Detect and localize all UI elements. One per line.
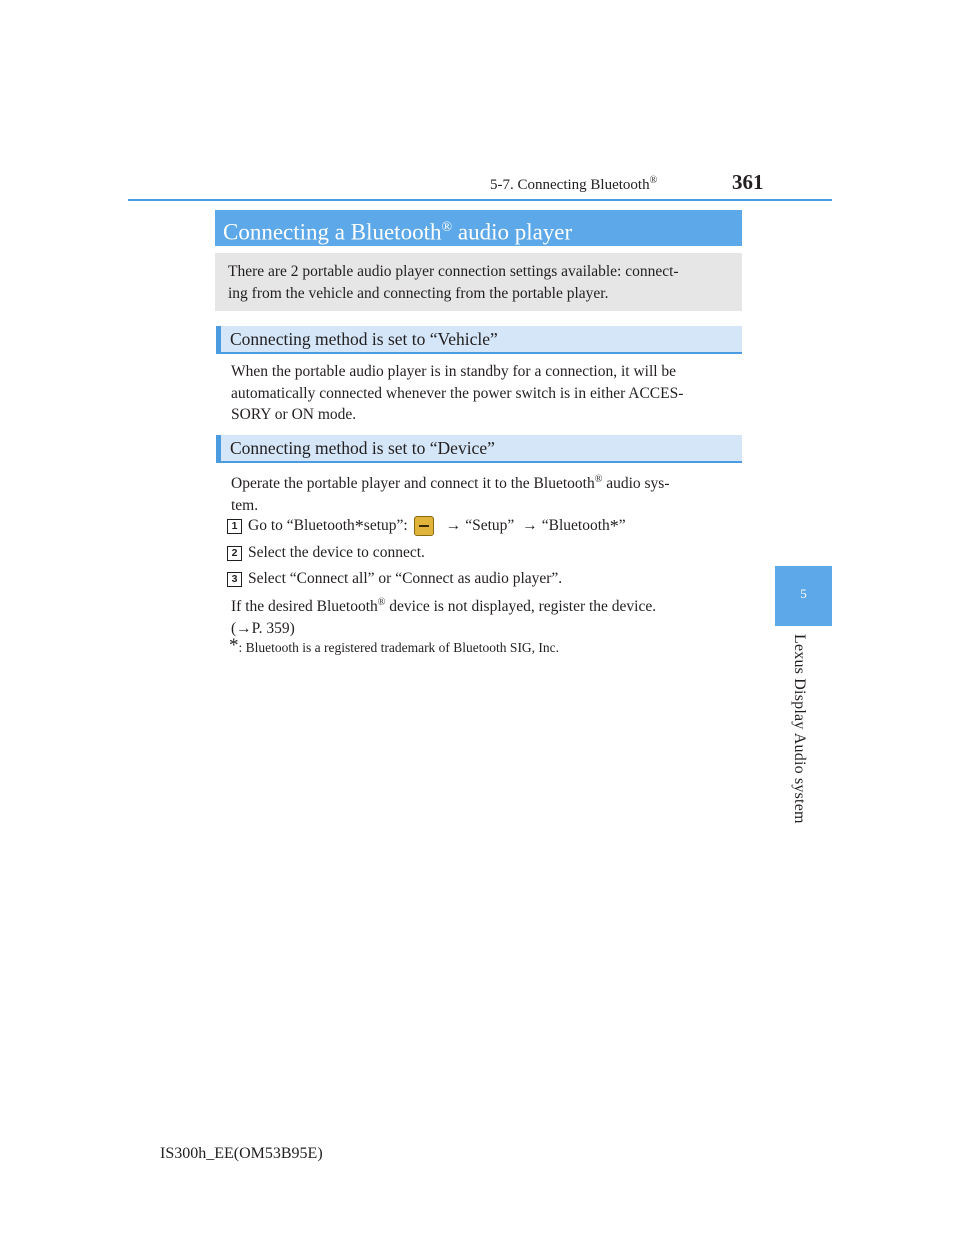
paragraph-line bbox=[231, 592, 751, 618]
paragraph-text: audio sys- bbox=[602, 475, 670, 493]
step-number-box: 3 bbox=[227, 572, 242, 587]
step-text: Go to “Bluetooth bbox=[248, 517, 355, 534]
registered-mark: ® bbox=[649, 175, 658, 186]
step-text: Select the device to connect. bbox=[248, 544, 425, 561]
device-paragraph bbox=[231, 469, 739, 516]
page-number: 361 bbox=[732, 170, 764, 194]
step-number-box: 2 bbox=[227, 546, 242, 561]
step-number-box: 1 bbox=[227, 519, 242, 534]
intro-box bbox=[215, 253, 742, 311]
chapter-number: 5 bbox=[800, 586, 807, 601]
subheading-vehicle: Connecting method is set to “Vehicle” bbox=[216, 326, 742, 354]
paragraph-line bbox=[231, 469, 739, 495]
section-title bbox=[215, 210, 742, 246]
reference-link[interactable]: P. 359) bbox=[251, 619, 295, 637]
step-text: Select “Connect all” or “Connect as audio player”. bbox=[248, 570, 563, 587]
paragraph-text: device is not displayed, register the device. bbox=[385, 598, 657, 616]
footnote bbox=[229, 635, 560, 656]
step-2 bbox=[227, 543, 425, 563]
menu-icon bbox=[414, 516, 434, 536]
section-header-text: 5-7. Connecting Bluetooth bbox=[490, 177, 650, 193]
intro-line: There are 2 portable audio player connection settings available: connect- bbox=[228, 263, 679, 280]
step-1: 1 Go to “Bluetooth * setup”: → “Setup” → “Bluetooth * ” bbox=[227, 516, 626, 536]
hint-paragraph bbox=[231, 592, 751, 639]
step-3 bbox=[227, 569, 562, 589]
paragraph-text: ( bbox=[231, 619, 237, 637]
paragraph-line: tem. bbox=[231, 496, 259, 514]
registered-mark: ® bbox=[594, 474, 603, 485]
intro-line: ing from the vehicle and connecting from the portable player. bbox=[228, 285, 609, 302]
page-reference[interactable] bbox=[231, 618, 751, 640]
step-text: setup”: bbox=[363, 517, 408, 534]
asterisk-mark: * bbox=[229, 635, 239, 656]
subheading-device: Connecting method is set to “Device” bbox=[216, 435, 742, 463]
paragraph-line: automatically connected whenever the power switch is in either ACCES- bbox=[231, 384, 684, 402]
right-arrow-icon: → bbox=[445, 517, 462, 534]
registered-mark: ® bbox=[377, 597, 386, 608]
paragraph-line: SORY or ON mode. bbox=[231, 406, 357, 423]
header-rule bbox=[128, 199, 832, 201]
vehicle-paragraph bbox=[231, 361, 739, 426]
section-title-text: Connecting a Bluetooth bbox=[223, 219, 442, 245]
step-text: “Bluetooth bbox=[541, 517, 610, 534]
right-arrow-icon: → bbox=[236, 619, 252, 637]
section-header bbox=[490, 175, 657, 194]
paragraph-line: When the portable audio player is in standby for a connection, it will be bbox=[231, 363, 677, 380]
right-arrow-icon: → bbox=[522, 517, 538, 534]
document-code: IS300h_EE(OM53B95E) bbox=[160, 1145, 323, 1162]
paragraph-text: If the desired Bluetooth bbox=[231, 598, 378, 616]
step-text: ” bbox=[618, 517, 626, 534]
section-title-text-end: audio player bbox=[452, 219, 573, 245]
footnote-text: : Bluetooth is a registered trademark of Bluetooth SIG, Inc. bbox=[238, 640, 560, 655]
step-text: “Setup” bbox=[465, 517, 515, 534]
registered-mark: ® bbox=[441, 220, 453, 235]
paragraph-text: Operate the portable player and connect it to the Bluetooth bbox=[231, 475, 595, 493]
chapter-title: Lexus Display Audio system bbox=[791, 634, 808, 824]
